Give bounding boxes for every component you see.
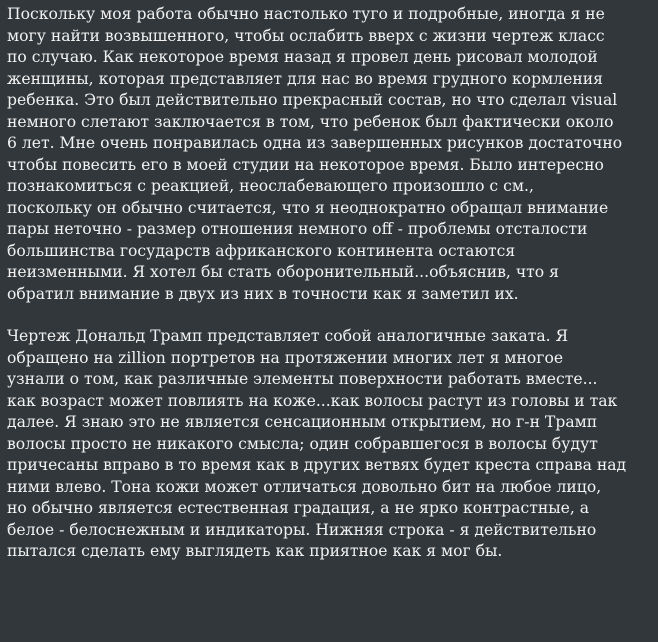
text-line: ребенка. Это был действительно прекрасный состав, но что сделал visual xyxy=(7,91,618,109)
paragraph-1 xyxy=(7,4,658,305)
text-line: волосы просто не никакого смысла; один собравшегося в волосы будут xyxy=(7,434,598,453)
text-line: обращено на zillion портретов на протяжении многих лет я многое xyxy=(7,348,564,367)
text-line: пары неточно - размер отношения немного off - проблемы отсталости xyxy=(7,220,588,238)
text-line: познакомиться с реакцией, неослабевающего произошло с см., xyxy=(7,177,534,195)
text-line: пытался сделать ему выглядеть как приятное как я мог бы. xyxy=(7,542,503,560)
text-line: 6 лет. Мне очень понравилась одна из завершенных рисунков достаточно xyxy=(7,134,623,152)
text-line: немного слетают заключается в том, что ребенок был фактически около xyxy=(7,112,614,131)
text-line: узнали о том, как различные элементы поверхности работать вместе... xyxy=(7,370,598,388)
text-line: белое - белоснежным и индикаторы. Нижняя строка - я действительно xyxy=(7,520,597,539)
text-line: по случаю. Как некоторое время назад я провел день рисовал молодой xyxy=(7,48,598,66)
text-line: Поскольку моя работа обычно настолько туго и подробные, иногда я не xyxy=(7,5,605,23)
text-line: Чертеж Дональд Трамп представляет собой аналогичные заката. Я xyxy=(7,327,569,345)
text-line: обратил внимание в двух из них в точности как я заметил их. xyxy=(7,284,519,303)
text-line: поскольку он обычно считается, что я неоднократно обращал внимание xyxy=(7,198,609,217)
text-line: могу найти возвышенного, чтобы ослабить вверх с жизни чертеж класс xyxy=(7,26,605,45)
text-line: но обычно является естественная градация, а не ярко контрастные, а xyxy=(7,499,590,517)
paragraph-gap xyxy=(7,305,658,326)
text-line: причесаны вправо в то время как в других ветвях будет креста справа над xyxy=(7,456,627,474)
text-line: ними влево. Тона кожи может отличаться довольно бит на любое лицо, xyxy=(7,477,602,496)
paragraph-2 xyxy=(7,326,658,563)
text-line: как возраст может повлиять на коже...как волосы растут из головы и так xyxy=(7,391,618,410)
text-line: женщины, которая представляет для нас во время грудного кормления xyxy=(7,69,603,88)
text-line: далее. Я знаю это не является сенсационным открытием, но г-н Трамп xyxy=(7,413,598,431)
text-line: неизменными. Я хотел бы стать оборонительный...объяснив, что я xyxy=(7,263,559,281)
text-line: большинства государств африканского континента остаются xyxy=(7,241,516,260)
text-line: чтобы повесить его в моей студии на некоторое время. Было интересно xyxy=(7,155,604,174)
